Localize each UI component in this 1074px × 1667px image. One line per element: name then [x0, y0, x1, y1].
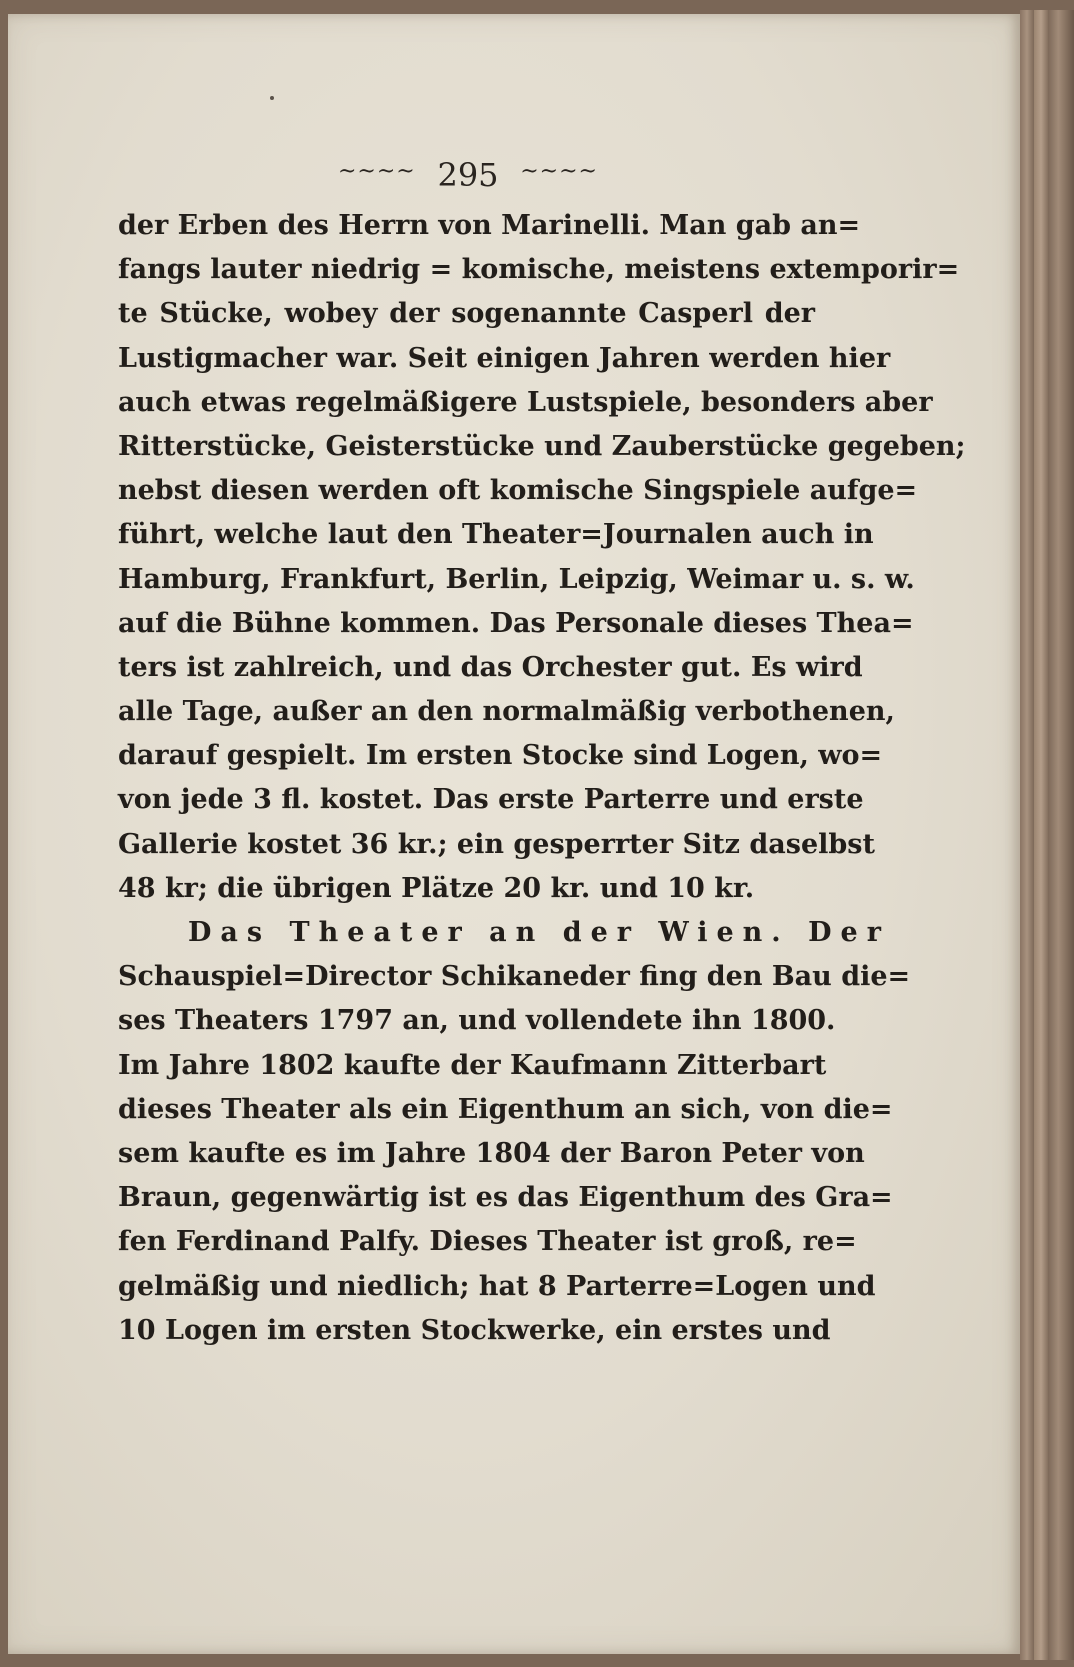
text-line: Gallerie kostet 36 kr.; ein gesperrter Sitz daselbst: [118, 828, 875, 860]
paper-speck: [270, 96, 274, 100]
header-ornament-left: ~~~~: [338, 158, 416, 184]
text-line: alle Tage, außer an den normalmäßig verbothenen,: [118, 696, 895, 728]
text-line: Hamburg, Frankfurt, Berlin, Leipzig, Weimar u. s. w.: [118, 563, 915, 595]
text-line: ters ist zahlreich, und das Orchester gut. Es wird: [118, 651, 863, 683]
page-number: 295: [437, 156, 499, 194]
text-line: der Erben des Herrn von Marinelli. Man gab an=: [118, 210, 861, 241]
text-line: nebst diesen werden oft komische Singspiele aufge=: [118, 475, 918, 507]
text-line: Ritterstücke, Geisterstücke und Zauberstücke gegeben;: [118, 430, 966, 462]
text-line: Braun, gegenwärtig ist es das Eigenthum des Gra=: [118, 1182, 893, 1214]
text-line: sem kaufte es im Jahre 1804 der Baron Peter von: [118, 1137, 865, 1169]
section-heading-line: Das Theater an der Wien. Der: [188, 917, 890, 948]
text-line: te Stücke, wobey der sogenannte Casperl der: [118, 298, 815, 330]
text-line: 10 Logen im ersten Stockwerke, ein erstes und: [118, 1314, 831, 1346]
text-line: auch etwas regelmäßigere Lustspiele, besonders aber: [118, 386, 933, 418]
body-text: [118, 204, 966, 1353]
text-line: von jede 3 fl. kostet. Das erste Parterre und erste: [118, 784, 864, 816]
page-edge: [1048, 10, 1074, 1660]
text-line: Lustigmacher war. Seit einigen Jahren werden hier: [118, 342, 891, 374]
page-edge: [1020, 10, 1034, 1660]
text-line: fangs lauter niedrig = komische, meistens extemporir=: [118, 254, 960, 286]
text-line: fen Ferdinand Palfy. Dieses Theater ist groß, re=: [118, 1226, 857, 1258]
page-edge: [1034, 10, 1048, 1660]
text-line: darauf gespielt. Im ersten Stocke sind Logen, wo=: [118, 740, 883, 772]
text-line: ses Theaters 1797 an, und vollendete ihn 1800.: [118, 1005, 836, 1037]
page-header: [338, 154, 598, 196]
text-line: Im Jahre 1802 kaufte der Kaufmann Zitterbart: [118, 1049, 827, 1081]
book-page: [8, 14, 1020, 1654]
header-ornament-right: ~~~~: [520, 158, 598, 184]
text-line: dieses Theater als ein Eigenthum an sich, von die=: [118, 1093, 893, 1125]
paragraph-end-line: 48 kr; die übrigen Plätze 20 kr. und 10 kr.: [118, 872, 755, 904]
text-line: auf die Bühne kommen. Das Personale dieses Thea=: [118, 607, 914, 639]
text-line: gelmäßig und niedlich; hat 8 Parterre=Logen und: [118, 1270, 876, 1302]
text-line: führt, welche laut den Theater=Journalen auch in: [118, 519, 874, 551]
text-line: Schauspiel=Director Schikaneder fing den Bau die=: [118, 961, 911, 993]
